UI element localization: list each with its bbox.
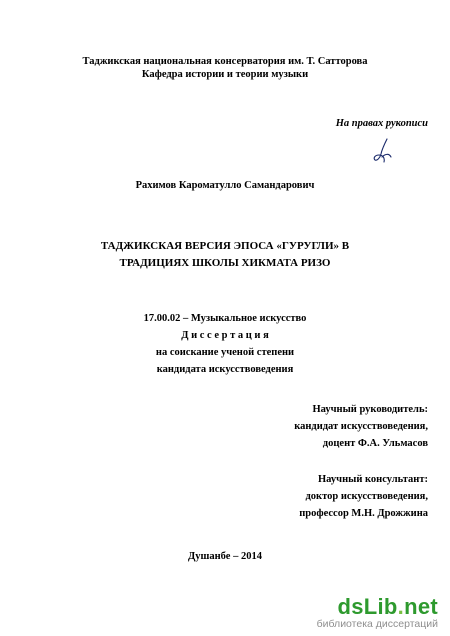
dslib-logo xyxy=(317,596,438,618)
supervisor-heading: Научный руководитель: xyxy=(312,404,428,415)
dslib-watermark xyxy=(317,596,438,630)
consultant-heading: Научный консультант: xyxy=(318,474,428,485)
thesis-title-line1: ТАДЖИКСКАЯ ВЕРСИЯ ЭПОСА «ГУРУГЛИ» В xyxy=(100,240,350,252)
consultant-name: профессор М.Н. Дрожжина xyxy=(299,508,428,519)
logo-tld: net xyxy=(404,594,438,619)
supervisor-degree: кандидат искусствоведения, xyxy=(294,421,428,432)
degree-purpose-line2: кандидата искусствоведения xyxy=(156,364,294,375)
logo-dot: . xyxy=(397,594,405,619)
thesis-title-line2: ТРАДИЦИЯХ ШКОЛЫ ХИКМАТА РИЗО xyxy=(119,257,331,269)
manuscript-note: На правах рукописи xyxy=(335,118,428,129)
author-name: Рахимов Кароматулло Самандарович xyxy=(135,180,315,191)
consultant-degree: доктор искусствоведения, xyxy=(305,491,428,502)
logo-main: dsLib xyxy=(337,594,398,619)
department-name: Кафедра истории и теории музыки xyxy=(141,69,309,80)
supervisor-name: доцент Ф.А. Ульмасов xyxy=(322,438,428,449)
signature-icon xyxy=(372,137,394,167)
thesis-type: Д и с с е р т а ц и я xyxy=(181,330,269,341)
institution-name: Таджикская национальная консерватория им. Т. Сатторова xyxy=(82,56,368,67)
city-year: Душанбе – 2014 xyxy=(188,551,262,562)
specialty: 17.00.02 – Музыкальное искусство xyxy=(143,313,307,324)
watermark-subtitle: библиотека диссертаций xyxy=(316,618,438,630)
degree-purpose-line1: на соискание ученой степени xyxy=(155,347,295,358)
